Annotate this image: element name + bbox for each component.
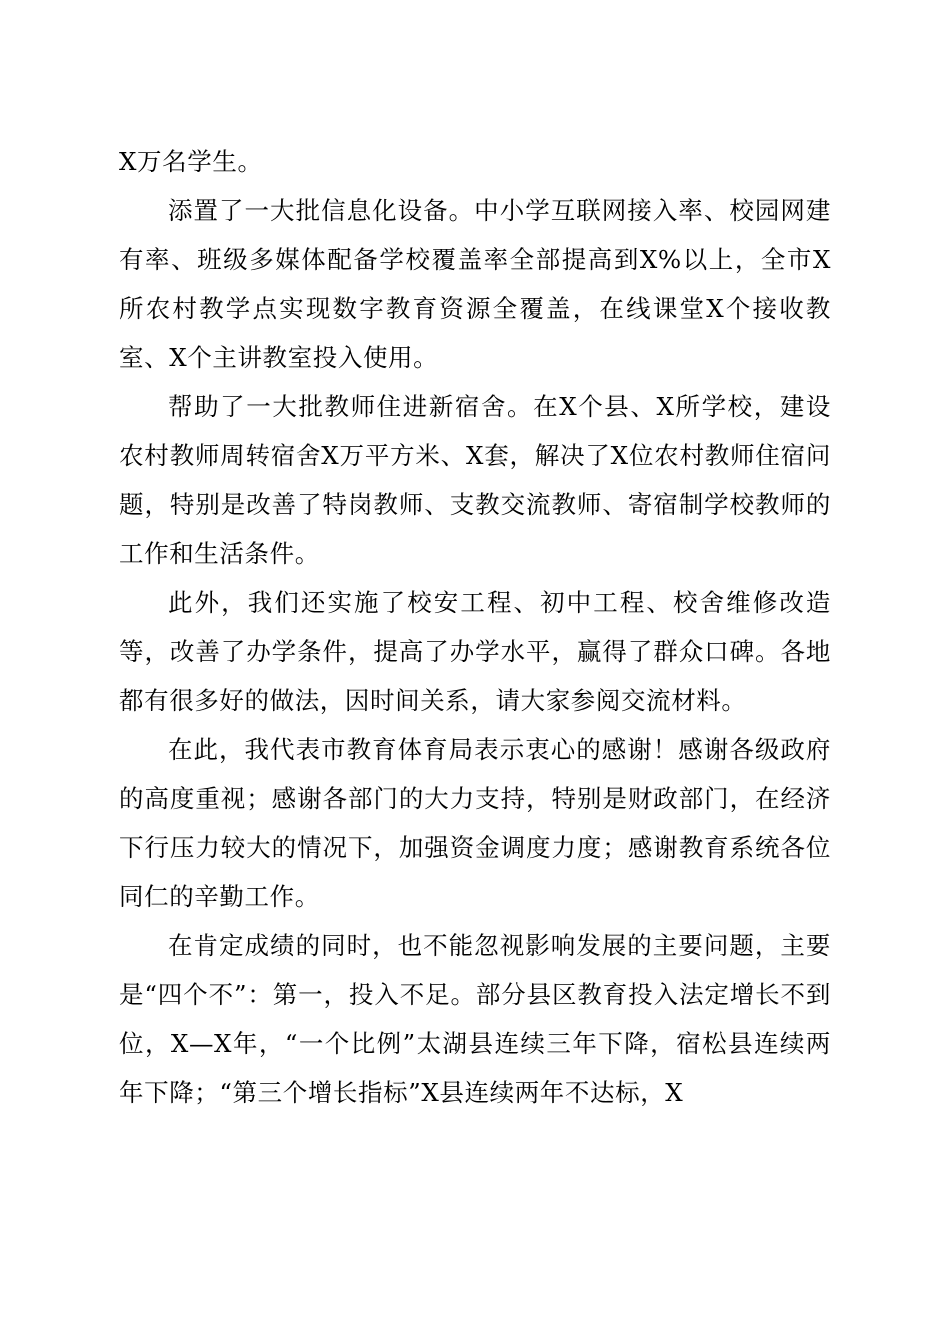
paragraph-continuation: X万名学生。 [119,147,263,176]
paragraph-other-projects: 此外，我们还实施了校安工程、初中工程、校舍维修改造等，改善了办学条件，提高了办学水平，赢得了群众口碑。各地都有很多好的做法，因时间关系，请大家参阅交流材料。 [119,588,831,715]
paragraph-teacher-dormitories: 帮助了一大批教师住进新宿舍。在X个县、X所学校，建设农村教师周转宿舍X万平方米、X套，解决了X位农村教师住宿问题，特别是改善了特岗教师、支教交流教师、寄宿制学校教师的工作和生活条件。 [119,392,831,568]
paragraph-it-equipment: 添置了一大批信息化设备。中小学互联网接入率、校园网建有率、班级多媒体配备学校覆盖率全部提高到X%以上，全市X所农村教学点实现数字教育资源全覆盖，在线课堂X个接收教室、X个主讲教室投入使用。 [119,196,831,372]
document-body [119,137,831,1117]
paragraph-main-problems: 在肯定成绩的同时，也不能忽视影响发展的主要问题，主要是“四个不”：第一，投入不足。部分县区教育投入法定增长不到位，X—X年，“一个比例”太湖县连续三年下降，宿松县连续两年下降；“第三个增长指标”X县连续两年不达标，X [119,931,831,1107]
paragraph-acknowledgements: 在此，我代表市教育体育局表示衷心的感谢！感谢各级政府的高度重视；感谢各部门的大力支持，特别是财政部门，在经济下行压力较大的情况下，加强资金调度力度；感谢教育系统各位同仁的辛勤工作。 [119,735,831,911]
